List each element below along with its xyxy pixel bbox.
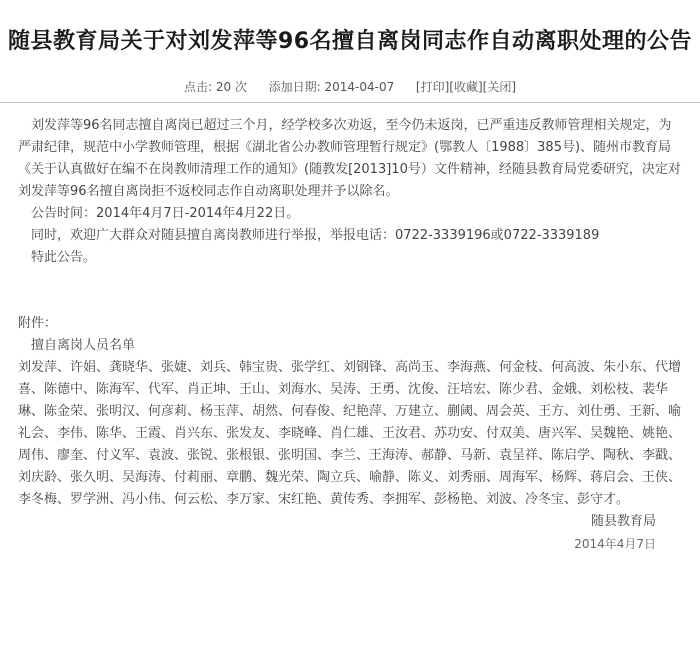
attachment-label: 附件： <box>18 316 58 331</box>
signature-date: 2014年4月7日 <box>574 537 656 551</box>
report-info: 同时，欢迎广大群众对随县擅自离岗教师进行举报，举报电话：0722-3339196或0722-3339189 <box>31 228 600 243</box>
article-body <box>0 103 700 555</box>
views-count: 20 <box>215 80 232 94</box>
closing-text: 特此公告。 <box>31 250 97 265</box>
body-paragraph: 刘发萍等96名同志擅自离岗已超过三个月，经学校多次劝返，至今仍未返岗，已严重违反教师管理相关规定，为严肃纪律，规范中小学教师管理，根据《湖北省公办教师管理暂行规定》(鄂教人〔1988〕385号)、随州市教育局《关于认真做好在编不在岗教师清理工作的通知》(随教发[2013]10号）文件精神，经随县教育局党委研究，决定对刘发萍等96名擅自离岗拒不返校同志作自动离职处理并予以除名。 <box>18 118 681 199</box>
views-unit: 次 <box>234 80 247 94</box>
signature-org: 随县教育局 <box>590 514 656 529</box>
article-title: 随县教育局关于对刘发萍等96名擅自离岗同志作自动离职处理的公告 <box>7 29 693 54</box>
name-list: 刘发萍、许娟、龚晓华、张婕、刘兵、韩宝贵、张学红、刘钢锋、高尚玉、李海燕、何金枝、何高波、朱小东、代增喜、陈德中、陈海军、代军、肖正坤、王山、刘海水、吴涛、王勇、沈俊、汪培宏、陈少君、金娥、刘松枝、裴华琳、陈金荣、张明汉、何彦莉、杨玉萍、胡然、何春俊、纪艳萍、万建立、蒯阈、周会英、王方、刘仕勇、王新、喻礼会、李伟、陈华、王霞、肖兴东、张发友、李晓峰、肖仁雄、王汝君、苏功安、付双美、唐兴军、吴魏艳、姚艳、周伟、廖奎、付义军、袁波、张锐、张根银、张明国、李兰、王海涛、郝静、马新、袁呈祥、陈启学、陶秋、李戳、刘庆龄、张久明、吴海涛、付莉丽、章鹏、魏光荣、陶立兵、喻静、陈义、刘秀丽、周海军、杨辉、蒋启会、王侠、李冬梅、罗学洲、冯小伟、何云松、李万家、宋红艳、黄传秀、李拥军、彭杨艳、刘波、冷冬宝、彭守才。 <box>18 360 682 507</box>
announce-time: 公告时间：2014年4月7日-2014年4月22日。 <box>31 206 300 221</box>
print-link[interactable]: [打印] <box>415 80 450 94</box>
collect-link[interactable]: [收藏] <box>449 80 483 94</box>
article-meta-bar <box>0 72 700 103</box>
date-label: 添加日期: <box>268 80 321 94</box>
views-label: 点击: <box>183 80 213 94</box>
name-list-title: 擅自离岗人员名单 <box>31 338 136 353</box>
close-link[interactable]: [关闭] <box>482 80 517 94</box>
publish-date: 2014-04-07 <box>324 80 395 94</box>
